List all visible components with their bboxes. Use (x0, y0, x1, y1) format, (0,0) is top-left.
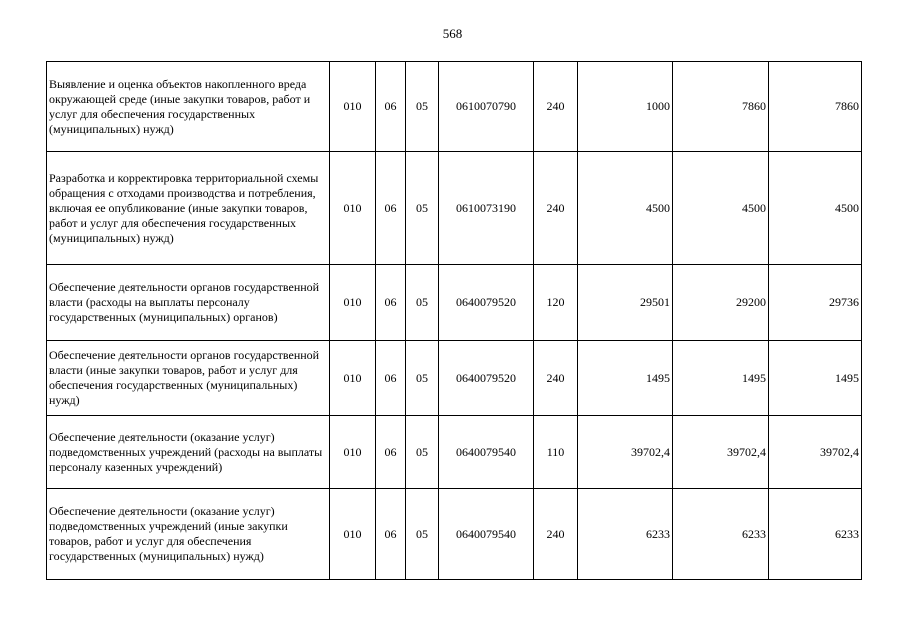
expense-type-code: 240 (534, 489, 578, 580)
grbs-code: 010 (330, 341, 376, 416)
amount-year-1: 39702,4 (578, 416, 673, 489)
section-code: 06 (376, 341, 406, 416)
expense-type-code: 240 (534, 152, 578, 265)
amount-year-3: 4500 (769, 152, 862, 265)
amount-year-3: 39702,4 (769, 416, 862, 489)
target-article-code: 0640079540 (439, 489, 534, 580)
table-row (47, 62, 862, 152)
expense-type-code: 120 (534, 265, 578, 341)
subsection-code: 05 (406, 265, 439, 341)
table-row (47, 152, 862, 265)
section-code: 06 (376, 152, 406, 265)
amount-year-3: 7860 (769, 62, 862, 152)
amount-year-1: 4500 (578, 152, 673, 265)
target-article-code: 0640079520 (439, 265, 534, 341)
expense-name: Обеспечение деятельности органов государственной власти (иные закупки товаров, работ и услуг для обеспечения государственных (муниципальных) нужд) (47, 341, 330, 416)
target-article-code: 0610070790 (439, 62, 534, 152)
amount-year-2: 1495 (673, 341, 769, 416)
amount-year-3: 1495 (769, 341, 862, 416)
table-row (47, 489, 862, 580)
section-code: 06 (376, 265, 406, 341)
expense-name: Выявление и оценка объектов накопленного вреда окружающей среде (иные закупки товаров, работ и услуг для обеспечения государственных (муниципальных) нужд) (47, 62, 330, 152)
target-article-code: 0640079520 (439, 341, 534, 416)
expense-type-code: 110 (534, 416, 578, 489)
grbs-code: 010 (330, 62, 376, 152)
amount-year-1: 6233 (578, 489, 673, 580)
expense-name: Обеспечение деятельности (оказание услуг) подведомственных учреждений (иные закупки товаров, работ и услуг для обеспечения государственных (муниципальных) нужд) (47, 489, 330, 580)
table-row (47, 416, 862, 489)
amount-year-1: 1495 (578, 341, 673, 416)
table-row (47, 341, 862, 416)
grbs-code: 010 (330, 416, 376, 489)
amount-year-2: 7860 (673, 62, 769, 152)
expense-name: Разработка и корректировка территориальной схемы обращения с отходами производства и потребления, включая ее опубликование (иные закупки товаров, работ и услуг для обеспечения государственных (муниципальных) нужд) (47, 152, 330, 265)
target-article-code: 0610073190 (439, 152, 534, 265)
expense-name: Обеспечение деятельности (оказание услуг) подведомственных учреждений (расходы на выплаты персоналу казенных учреждений) (47, 416, 330, 489)
subsection-code: 05 (406, 152, 439, 265)
amount-year-2: 4500 (673, 152, 769, 265)
expense-type-code: 240 (534, 341, 578, 416)
amount-year-2: 29200 (673, 265, 769, 341)
subsection-code: 05 (406, 416, 439, 489)
subsection-code: 05 (406, 489, 439, 580)
grbs-code: 010 (330, 265, 376, 341)
subsection-code: 05 (406, 62, 439, 152)
grbs-code: 010 (330, 152, 376, 265)
expense-type-code: 240 (534, 62, 578, 152)
amount-year-2: 6233 (673, 489, 769, 580)
amount-year-1: 29501 (578, 265, 673, 341)
section-code: 06 (376, 489, 406, 580)
amount-year-2: 39702,4 (673, 416, 769, 489)
grbs-code: 010 (330, 489, 376, 580)
section-code: 06 (376, 416, 406, 489)
amount-year-1: 1000 (578, 62, 673, 152)
subsection-code: 05 (406, 341, 439, 416)
budget-table (46, 61, 862, 580)
amount-year-3: 29736 (769, 265, 862, 341)
expense-name: Обеспечение деятельности органов государственной власти (расходы на выплаты персоналу государственных (муниципальных) органов) (47, 265, 330, 341)
page-number: 568 (442, 26, 463, 41)
table-row (47, 265, 862, 341)
target-article-code: 0640079540 (439, 416, 534, 489)
section-code: 06 (376, 62, 406, 152)
amount-year-3: 6233 (769, 489, 862, 580)
